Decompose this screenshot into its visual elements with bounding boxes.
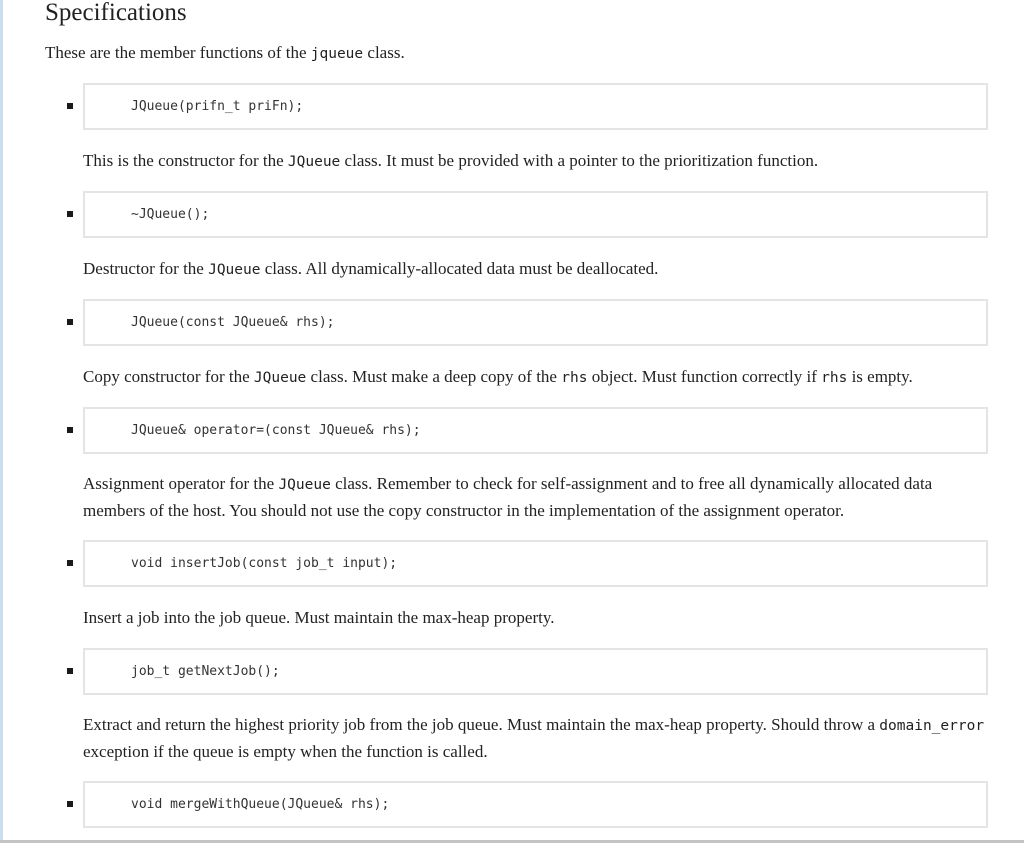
list-bullet <box>67 319 73 325</box>
function-signature: job_t getNextJob(); <box>131 664 280 679</box>
list-bullet <box>67 560 73 566</box>
function-signature: JQueue(const JQueue& rhs); <box>131 315 335 330</box>
code-block <box>83 648 988 695</box>
function-description: Destructor for the JQueue class. All dynamically-allocated data must be deallocated. <box>83 259 659 278</box>
function-signature: JQueue(prifn_t priFn); <box>131 99 304 114</box>
code-block <box>83 781 988 828</box>
function-description: Assignment operator for the JQueue class. Remember to check for self-assignment and to free all dynamically allocated data members of the host. You should not use the copy constructor in the implementation of the assignment operator. <box>83 474 933 520</box>
list-bullet <box>67 103 73 109</box>
page-title: Specifications <box>45 0 187 26</box>
function-signature: ~JQueue(); <box>131 207 210 222</box>
function-description: This is the constructor for the JQueue class. It must be provided with a pointer to the prioritization function. <box>83 151 819 170</box>
code-block <box>83 83 988 130</box>
function-description: Insert a job into the job queue. Must maintain the max-heap property. <box>83 608 555 627</box>
function-signature: void mergeWithQueue(JQueue& rhs); <box>131 797 390 812</box>
code-block <box>83 540 988 587</box>
list-bullet <box>67 801 73 807</box>
code-block <box>83 407 988 454</box>
function-signature: JQueue& operator=(const JQueue& rhs); <box>131 423 421 438</box>
code-block <box>83 191 988 238</box>
function-description: Copy constructor for the JQueue class. Must make a deep copy of the rhs object. Must function correctly if rhs is empty. <box>83 367 913 386</box>
intro-text: These are the member functions of the jqueue class. <box>45 43 405 62</box>
list-bullet <box>67 668 73 674</box>
list-bullet <box>67 211 73 217</box>
function-signature: void insertJob(const job_t input); <box>131 556 398 571</box>
code-block <box>83 299 988 346</box>
left-border <box>0 0 3 843</box>
function-description: Extract and return the highest priority job from the job queue. Must maintain the max-heap property. Should throw a domain_error exception if the queue is empty when the function is called. <box>83 715 985 761</box>
list-bullet <box>67 427 73 433</box>
